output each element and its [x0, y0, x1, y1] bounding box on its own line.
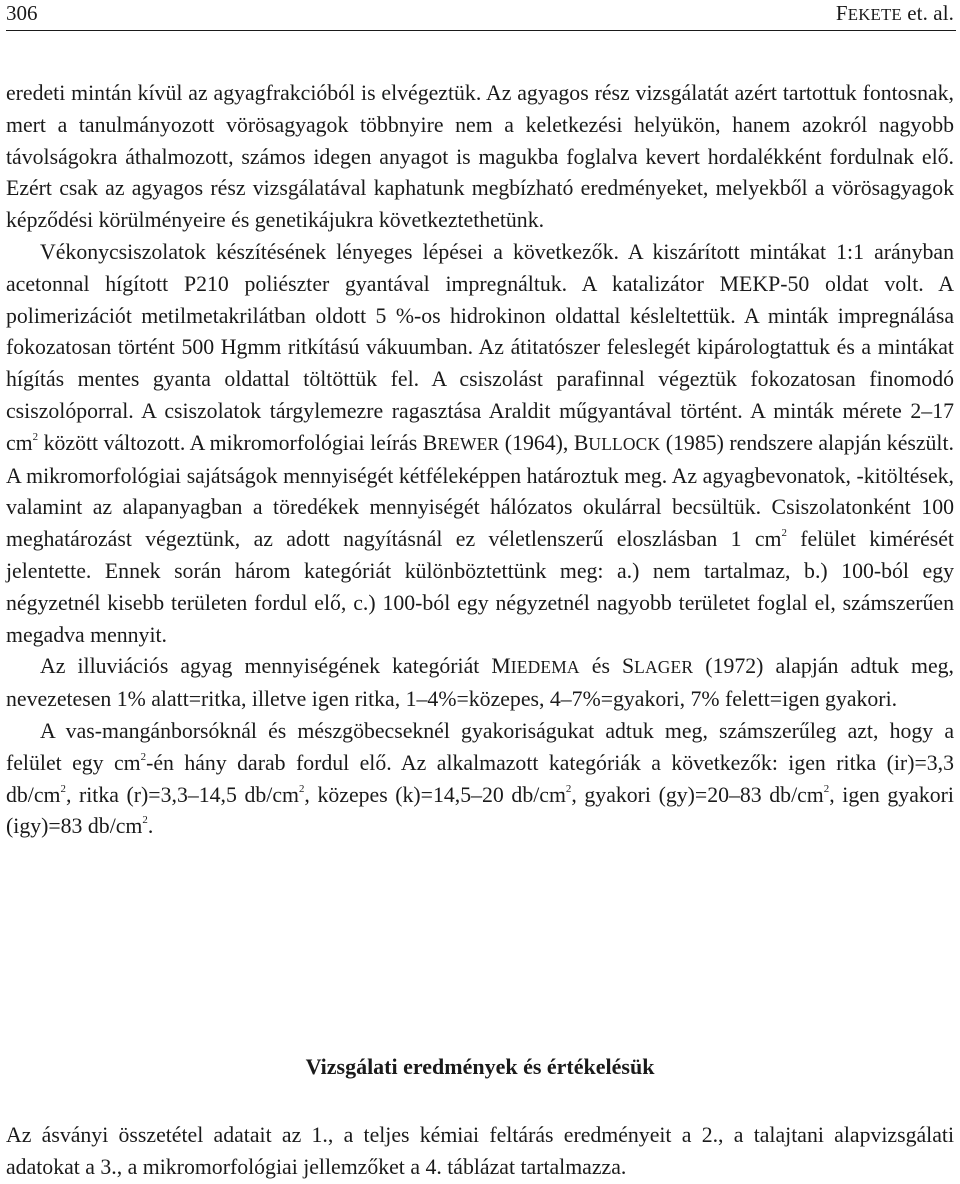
reference-bullock: BULLOCK	[573, 430, 661, 455]
paragraph-4: A vas-mangánborsóknál és mészgöbecseknél gyakoriságukat adtuk meg, számszerűleg azt, hogy a felület egy $cm^2-én$ hány darab fordul elő. Az alkalmazott kategóriák a következők: igen ritka (ir)=3,3 $db/cm^2$, ritka (r)=3,3–14,5 $db/cm^2$, közepes (k)=14,5–20 $db/cm^2$, gyakori (gy)=20–83 $db/cm^2$, igen gyakori (igy)=83 $db/cm^2$.	[6, 718, 954, 839]
reference-brewer: BREWER	[422, 430, 500, 455]
reference-slager: SLAGER	[622, 654, 694, 679]
running-head: FEKETE et. al.	[835, 1, 954, 25]
paragraph-5: Az ásványi összetétel adatait az 1., a teljes kémiai feltárás eredményeit a 2., a talajtani alapvizsgálati adatokat a 3., a mikromorfológiai jellemzőket a 4. táblázat tartalmazza.	[6, 1123, 954, 1179]
body-text	[6, 78, 954, 843]
page-number: 306	[6, 1, 38, 25]
paragraph-3: Az illuviációs agyag mennyiségének kategóriát MIEDEMA és SLAGER (1972) alapján adtuk meg, nevezetesen 1% alatt=ritka, illetve igen ritka, 1–4%=közepes, 4–7%=gyakori, 7% felett=igen gyakori.	[6, 654, 954, 712]
author-name: FEKETE	[835, 1, 902, 25]
section-heading: Vizsgálati eredmények és értékelésük	[305, 1054, 655, 1079]
results-intro	[6, 1120, 954, 1184]
paragraph-1: eredeti mintán kívül az agyagfrakcióból is elvégeztük. Az agyagos rész vizsgálatát azért tartottuk fontosnak, mert a tanulmányozott vörösagyagok többnyire nem a keletkezési helyükön, hanem azokról nagyobb távolságokra áthalmozott, számos idegen anyagot is magukba foglalva kevert hordalékként fordulnak elő. Ezért csak az agyagos rész vizsgálatával kaphatunk megbízható eredményeket, melyekből a vörösagyagok képződési körülményeire és genetikájukra következtethetünk.	[6, 81, 954, 233]
paragraph-2: Vékonycsiszolatok készítésének lényeges lépései a következők. A kiszárított mintákat 1:1 arányban acetonnal hígított P210 poliészter gyantával impregnáltuk. A katalizátor MEKP-50 oldat volt. A polimerizációt metilmetakrilátban oldott 5 %-os hidrokinon oldattal késleltettük. A minták impregnálása fokozatosan történt 500 Hgmm ritkítású vákuumban. Az átitatószer feleslegét kipárologtattuk és a mintákat hígítás mentes gyanta oldattal töltöttük fel. A csiszolást parafinnal végeztük fokozatosan finomodó csiszolóporral. A csiszolatok tárgylemezre ragasztása Araldit műgyantával történt. A minták mérete 2–17 $cm^2$ között változott. A mikromorfológiai leírás BREWER (1964), BULLOCK (1985) rendszere alapján készült. A mikromorfológiai sajátságok mennyiségét kétféleképpen határoztuk meg. Az agyagbevonatok, -kitöltések, valamint az alapanyagban a töredékek mennyiségét hálózatos okulárral becsültük. Csiszolatonként 100 meghatározást végeztünk, az adott nagyításnál ez véletlenszerű eloszlásban 1 $cm^2$ felület kimérését jelentette. Ennek során három kategóriát különböztettünk meg: a.) nem tartalmaz, b.) 100-ból egy négyzetnél kisebb területen fordul elő, c.) 100-ból egy négyzetnél nagyobb területet foglal el, számszerűen megadva mennyit.	[6, 239, 954, 647]
reference-miedema: MIEDEMA	[491, 654, 580, 679]
page-header	[6, 0, 956, 31]
